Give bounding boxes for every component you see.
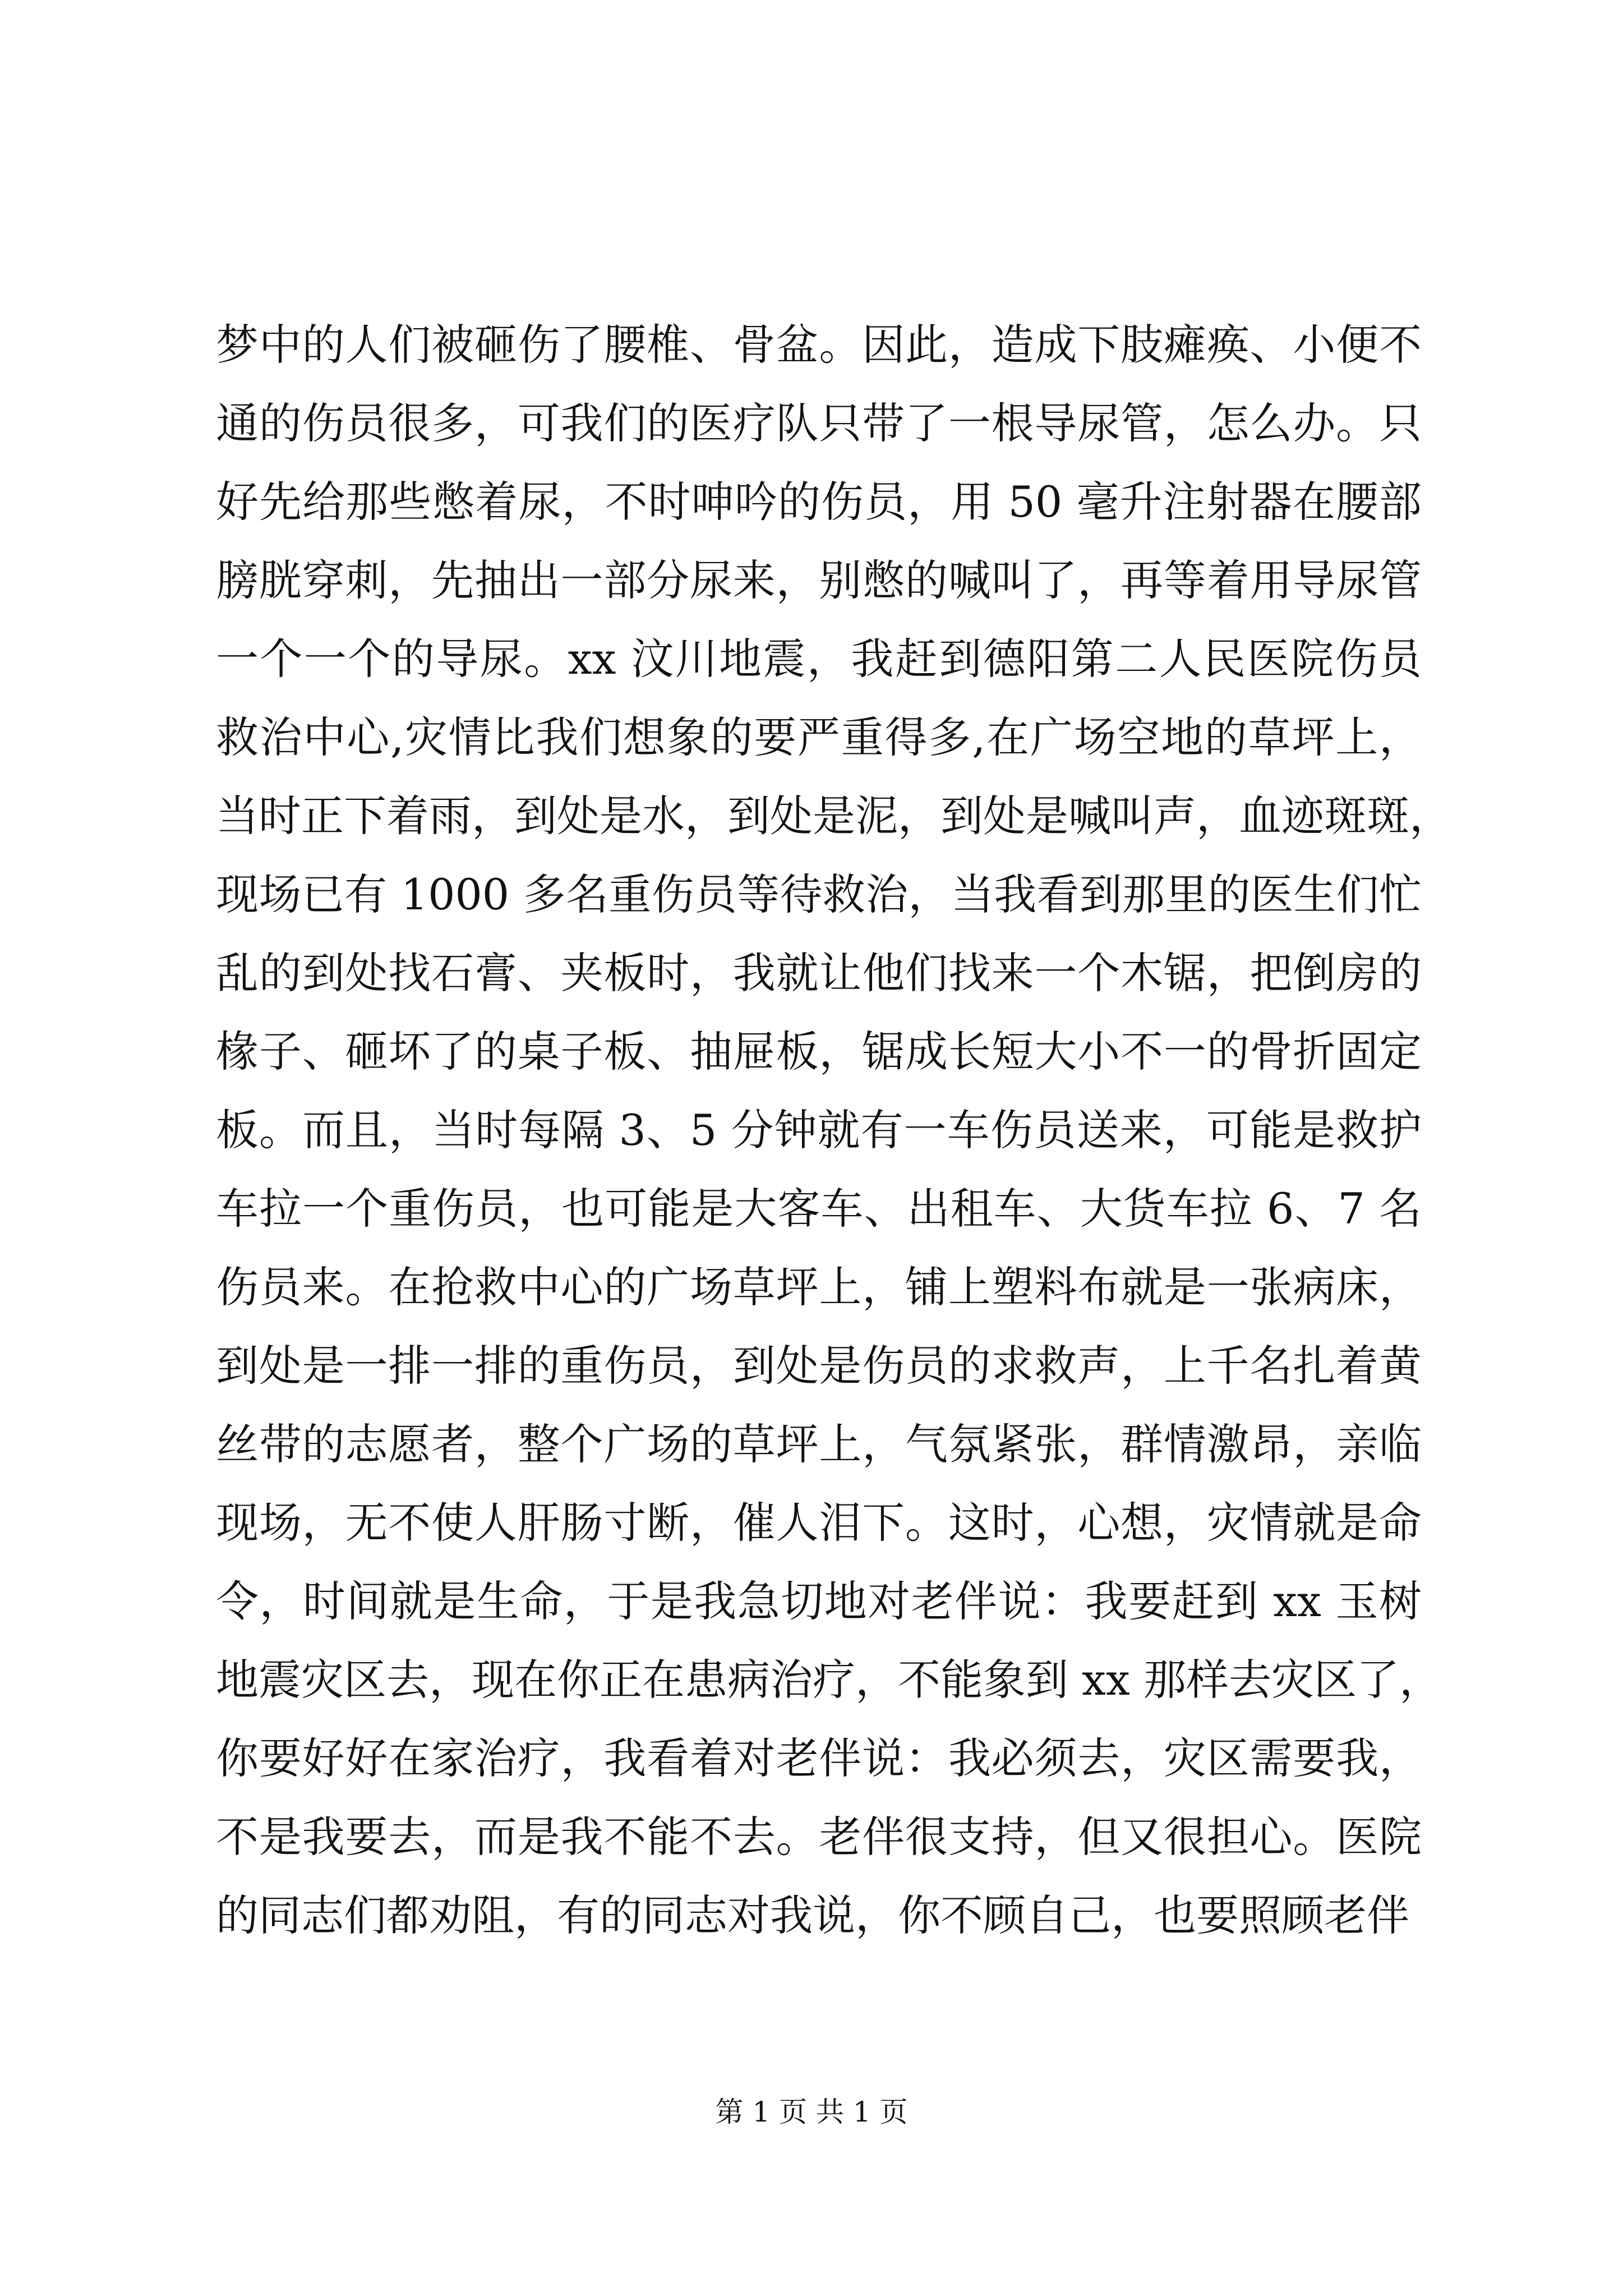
text-line: 救治中心,灾情比我们想象的要严重得多,在广场空地的草坪上，	[216, 712, 1422, 762]
text-line: 一个一个的导尿。xx 汶川地震，我赶到德阳第二人民医院伤员	[216, 634, 1422, 684]
text-line: 令，时间就是生命，于是我急切地对老伴说：我要赶到 xx 玉树	[216, 1576, 1422, 1626]
text-line: 好先给那些憋着尿，不时呻吟的伤员，用 50 毫升注射器在腰部	[216, 477, 1422, 527]
page-number-label: 第 1 页 共 1 页	[715, 2096, 908, 2128]
text-line: 现场，无不使人肝肠寸断，催人泪下。这时，心想，灾情就是命	[216, 1498, 1422, 1548]
text-line: 通的伤员很多，可我们的医疗队只带了一根导尿管，怎么办。只	[216, 398, 1422, 448]
page-footer	[0, 2095, 1623, 2129]
text-line: 乱的到处找石膏、夹板时，我就让他们找来一个木锯，把倒房的	[216, 948, 1422, 998]
text-line: 梦中的人们被砸伤了腰椎、骨盆。因此，造成下肢瘫痪、小便不	[216, 320, 1422, 370]
text-line: 的同志们都劝阻，有的同志对我说，你不顾自己，也要照顾老伴	[216, 1890, 1409, 1940]
text-line: 膀胱穿刺，先抽出一部分尿来，别憋的喊叫了，再等着用导尿管	[216, 555, 1422, 605]
body-text	[216, 306, 1452, 1955]
text-line: 板。而且，当时每隔 3、5 分钟就有一车伤员送来，可能是救护	[216, 1105, 1422, 1155]
text-line: 到处是一排一排的重伤员，到处是伤员的求救声，上千名扎着黄	[216, 1341, 1422, 1391]
text-line: 现场已有 1000 多名重伤员等待救治，当我看到那里的医生们忙	[216, 869, 1422, 919]
text-line: 椽子、砸坏了的桌子板、抽屉板，锯成长短大小不一的骨折固定	[216, 1027, 1422, 1076]
text-line: 车拉一个重伤员，也可能是大客车、出租车、大货车拉 6、7 名	[216, 1184, 1422, 1234]
text-line: 伤员来。在抢救中心的广场草坪上，铺上塑料布就是一张病床，	[216, 1262, 1422, 1312]
text-line: 当时正下着雨，到处是水，到处是泥，到处是喊叫声，血迹斑斑，	[216, 791, 1452, 841]
text-line: 地震灾区去，现在你正在患病治疗，不能象到 xx 那样去灾区了，	[216, 1655, 1442, 1705]
text-line: 丝带的志愿者，整个广场的草坪上，气氛紧张，群情激昂，亲临	[216, 1419, 1422, 1469]
text-line: 你要好好在家治疗，我看着对老伴说：我必须去，灾区需要我，	[216, 1733, 1422, 1783]
text-line: 不是我要去，而是我不能不去。老伴很支持，但又很担心。医院	[216, 1812, 1422, 1862]
